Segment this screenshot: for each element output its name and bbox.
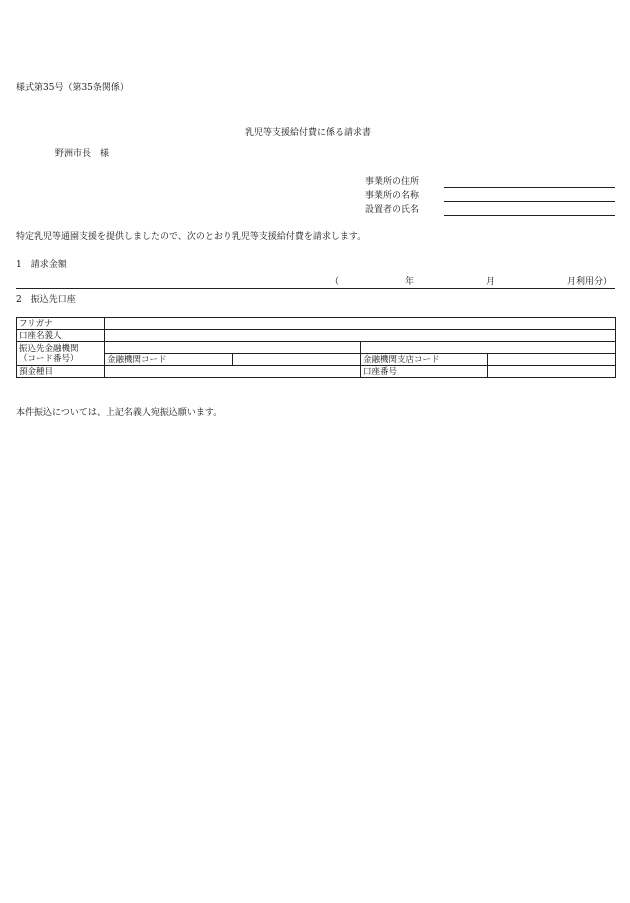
table-row xyxy=(17,318,616,330)
footer-note: 本件振込については、上記名義人宛振込願います。 xyxy=(16,408,223,418)
section2-heading: 2 振込先口座 xyxy=(16,295,76,305)
period-open-paren: （ xyxy=(330,277,340,287)
form-title: 乳児等支援給付費に係る請求書 xyxy=(245,128,372,138)
period-year: 年 xyxy=(405,277,415,287)
period-month: 月 xyxy=(486,277,496,287)
bank-code-label: 金融機関コード xyxy=(105,354,233,366)
bank-name-field[interactable] xyxy=(105,342,361,354)
address-label: 事業所の住所 xyxy=(365,177,420,187)
bank-code-number-label: （コード番号） xyxy=(19,353,79,364)
branch-code-field[interactable] xyxy=(488,354,616,366)
deposit-type-label: 預金種目 xyxy=(17,366,105,378)
section1-heading: 1 請求金額 xyxy=(16,260,67,270)
amount-line[interactable] xyxy=(16,288,615,289)
bank-code-field[interactable] xyxy=(233,354,361,366)
furigana-field[interactable] xyxy=(105,318,616,330)
bank-account-table xyxy=(16,317,616,378)
table-row xyxy=(17,342,616,354)
business-name-label: 事業所の名称 xyxy=(365,191,420,201)
address-field[interactable] xyxy=(444,187,615,188)
deposit-type-field[interactable] xyxy=(105,366,361,378)
table-row xyxy=(17,354,616,366)
bank-label-cell xyxy=(17,342,105,366)
business-name-field[interactable] xyxy=(444,201,615,202)
period-usage: 月利用分） xyxy=(567,277,613,287)
account-holder-field[interactable] xyxy=(105,330,616,342)
intro-text: 特定乳児等通園支援を提供しましたので、次のとおり乳児等支援給付費を請求します。 xyxy=(16,232,367,242)
account-number-field[interactable] xyxy=(488,366,616,378)
account-holder-label: 口座名義人 xyxy=(17,330,105,342)
furigana-label: フリガナ xyxy=(17,318,105,330)
branch-code-label: 金融機関支店コード xyxy=(361,354,488,366)
addressee: 野洲市長 様 xyxy=(55,149,110,159)
representative-field[interactable] xyxy=(444,215,615,216)
table-row xyxy=(17,330,616,342)
account-number-label: 口座番号 xyxy=(361,366,488,378)
form-number: 様式第35号（第35条関係） xyxy=(16,83,129,93)
branch-name-field[interactable] xyxy=(361,342,616,354)
bank-label: 振込先金融機関 xyxy=(19,343,79,354)
table-row xyxy=(17,366,616,378)
representative-label: 設置者の氏名 xyxy=(365,205,420,215)
